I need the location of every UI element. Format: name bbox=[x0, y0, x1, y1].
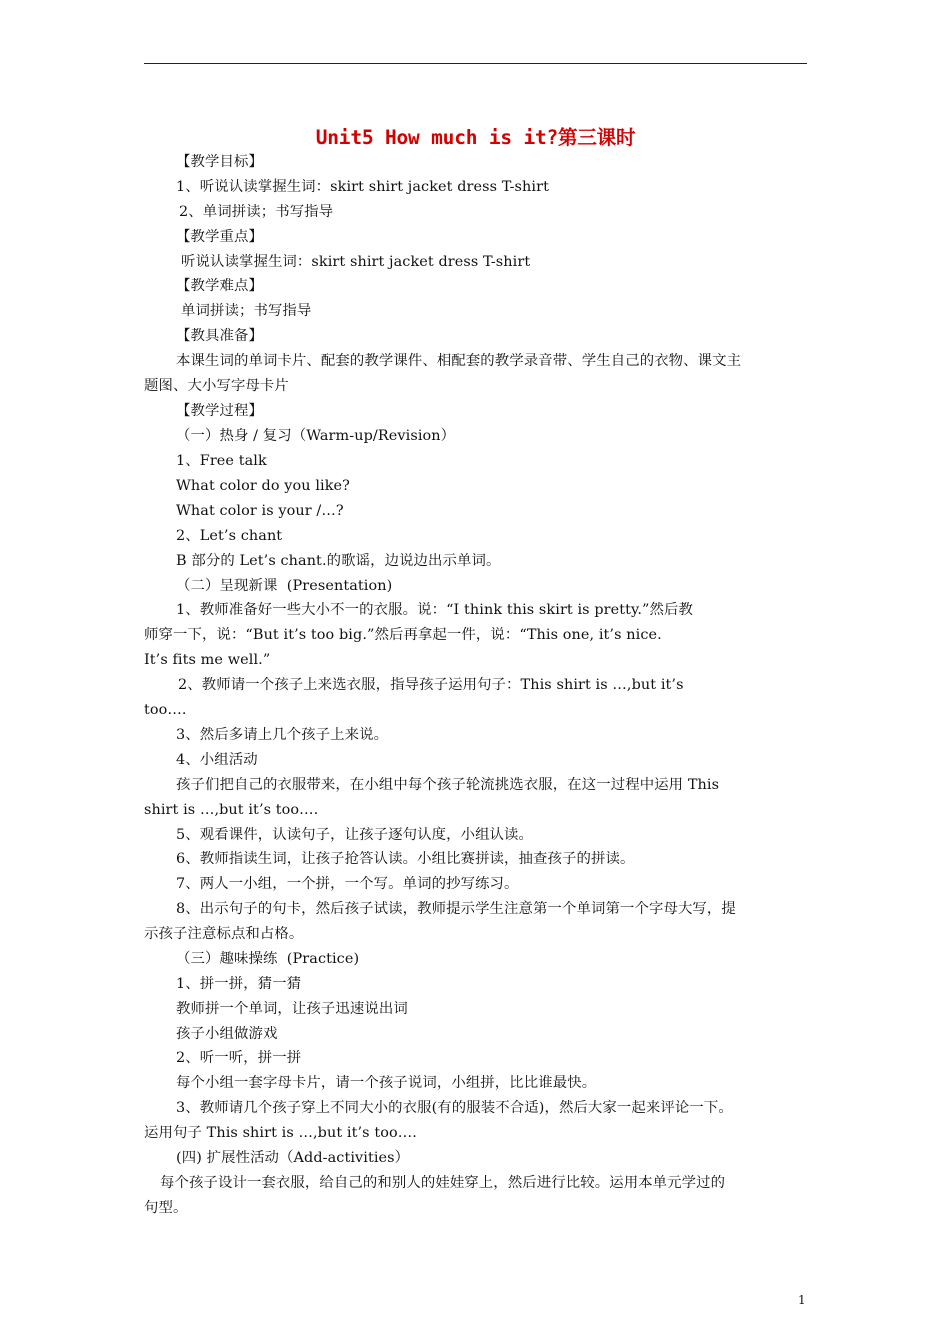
body-line: 4、小组活动 bbox=[176, 752, 258, 768]
body-line: 2、单词拼读；书写指导 bbox=[179, 204, 334, 220]
body-line: It’s fits me well.” bbox=[144, 652, 271, 668]
body-line: 【教学目标】 bbox=[176, 154, 263, 170]
body-line: too…. bbox=[144, 702, 187, 718]
body-line: 运用句子 This shirt is …,but it’s too…. bbox=[144, 1125, 417, 1141]
body-line: 每个小组一套字母卡片，请一个孩子说词，小组拼，比比谁最快。 bbox=[176, 1075, 597, 1091]
body-line: （三）趣味操练 (Practice) bbox=[176, 951, 360, 967]
body-line: 1、教师准备好一些大小不一的衣服。说：“I think this skirt is pretty.”然后教 bbox=[176, 602, 693, 618]
body-line: 示孩子注意标点和占格。 bbox=[144, 926, 304, 942]
body-line: 每个孩子设计一套衣服，给自己的和别人的娃娃穿上，然后进行比较。运用本单元学过的 bbox=[160, 1175, 726, 1191]
body-line: (四) 扩展性活动（Add-activities） bbox=[176, 1150, 410, 1166]
body-line: 2、教师请一个孩子上来选衣服，指导孩子运用句子：This shirt is …,but it’s bbox=[178, 677, 684, 693]
body-line: 【教学重点】 bbox=[176, 229, 263, 245]
body-line: 教师拼一个单词，让孩子迅速说出词 bbox=[176, 1001, 408, 1017]
body-line: 【教学难点】 bbox=[176, 278, 263, 294]
body-line: 2、Let’s chant bbox=[176, 528, 283, 544]
body-line: What color is your /…? bbox=[176, 503, 344, 519]
body-line: 1、拼一拼，猜一猜 bbox=[176, 976, 302, 992]
header-rule bbox=[144, 63, 807, 64]
body-line: 3、教师请几个孩子穿上不同大小的衣服(有的服装不合适)，然后大家一起来评论一下。 bbox=[176, 1100, 733, 1116]
body-line: 8、出示句子的句卡，然后孩子试读，教师提示学生注意第一个单词第一个字母大写，提 bbox=[176, 901, 736, 917]
body-line: 5、观看课件，认读句子，让孩子逐句认度，小组认读。 bbox=[176, 827, 534, 843]
body-line: （二）呈现新课 (Presentation) bbox=[176, 578, 393, 594]
body-line: 1、Free talk bbox=[176, 453, 267, 469]
body-line: 句型。 bbox=[144, 1200, 188, 1216]
body-line: 【教具准备】 bbox=[176, 328, 263, 344]
body-line: 7、两人一小组，一个拼，一个写。单词的抄写练习。 bbox=[176, 876, 519, 892]
body-line: 听说认读掌握生词：skirt shirt jacket dress T-shirt bbox=[181, 254, 531, 270]
body-line: 本课生词的单词卡片、配套的教学课件、相配套的教学录音带、学生自己的衣物、课文主 bbox=[176, 353, 742, 369]
body-line: 6、教师指读生词，让孩子抢答认读。小组比赛拼读，抽查孩子的拼读。 bbox=[176, 851, 635, 867]
body-line: 孩子们把自己的衣服带来，在小组中每个孩子轮流挑选衣服，在这一过程中运用 This bbox=[176, 777, 720, 793]
body-line: B 部分的 Let’s chant.的歌谣，边说边出示单词。 bbox=[176, 553, 501, 569]
body-line: What color do you like? bbox=[176, 478, 350, 494]
body-line: （一）热身 / 复习（Warm-up/Revision） bbox=[176, 428, 456, 444]
page-number: 1 bbox=[798, 1293, 806, 1307]
body-line: 3、然后多请上几个孩子上来说。 bbox=[176, 727, 389, 743]
body-line: 单词拼读；书写指导 bbox=[181, 303, 312, 319]
body-line: 孩子小组做游戏 bbox=[176, 1026, 278, 1042]
body-line: shirt is …,but it’s too…. bbox=[144, 802, 319, 818]
body-line: 师穿一下，说：“But it’s too big.”然后再拿起一件，说：“This one, it’s nice. bbox=[144, 627, 662, 643]
document-title: Unit5 How much is it?第三课时 bbox=[315, 126, 636, 149]
body-line: 【教学过程】 bbox=[176, 403, 263, 419]
body-line: 1、听说认读掌握生词：skirt shirt jacket dress T-shirt bbox=[176, 179, 549, 195]
body-line: 2、听一听，拼一拼 bbox=[176, 1050, 302, 1066]
body-line: 题图、大小写字母卡片 bbox=[144, 378, 289, 394]
